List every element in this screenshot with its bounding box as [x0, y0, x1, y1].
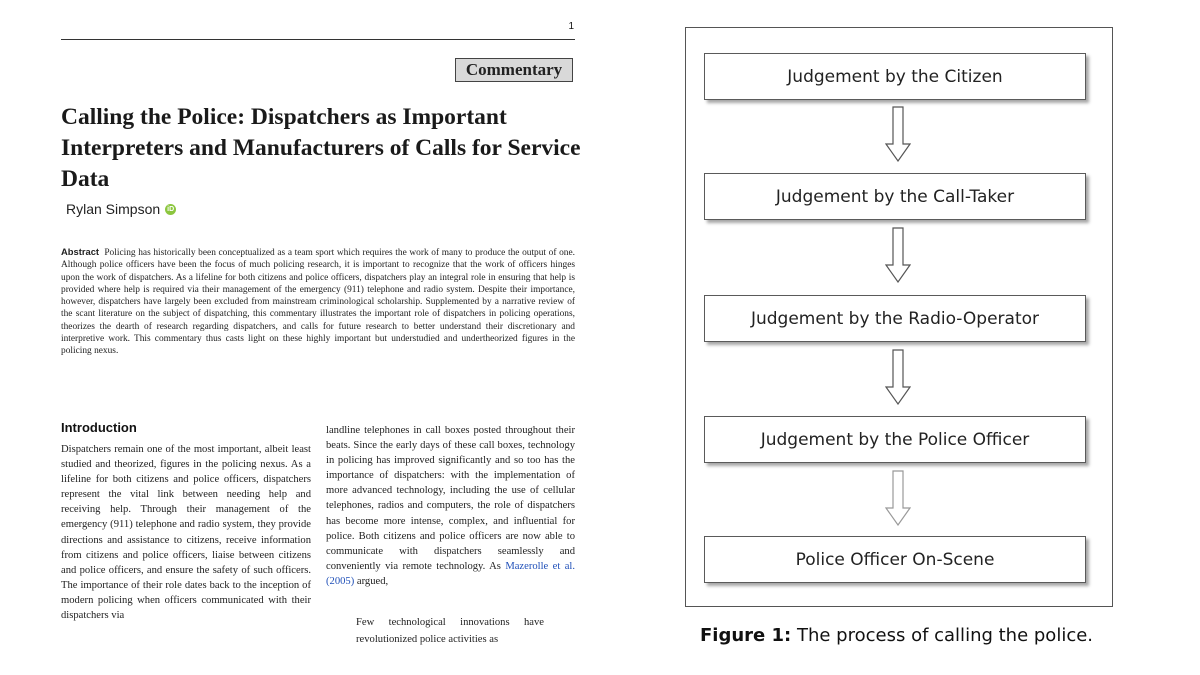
author-name: Rylan Simpson [66, 201, 161, 217]
caption-text: The process of calling the police. [791, 625, 1094, 646]
introduction-heading: Introduction [61, 420, 137, 435]
flow-step-radio-operator: Judgement by the Radio-Operator [704, 295, 1086, 342]
down-arrow-icon [885, 227, 911, 283]
flow-step-on-scene: Police Officer On-Scene [704, 536, 1086, 583]
header-rule [61, 39, 575, 40]
flow-step-citizen: Judgement by the Citizen [704, 53, 1086, 100]
abstract-text: Policing has historically been conceptualized as a team sport which requires the work of many to produce the output of one. Although police officers have been the focus of much policing research, it is important to recognize that the work of officers hinges upon the work of dispatchers. As a lifeline for both citizens and police officers, dispatchers play an integral role in ensuring that help is provided where help is required via their management of the emergency (911) telephone and radio system. Despite their importance, however, dispatchers have largely been excluded from mainstream criminological scholarship. Supplemented by a narrative review of the scant literature on the subject of dispatching, this commentary illustrates the important role of dispatchers in policing operations, theorizes the dearth of research regarding dispatchers, and calls for future research to better understand their discretionary and interpretive work. This commentary thus casts light on these highly important but understudied and undertheorized figures in the policing nexus. [61, 248, 576, 357]
down-arrow-icon [885, 470, 911, 526]
intro-column-right [326, 423, 575, 589]
intro-column-left: Dispatchers remain one of the most important, albeit least studied and theorized, figures in the policing nexus. As a lifeline for both citizens and police officers, dispatchers represent the vital link between needing help and receiving help. Through their management of the emergency (911) telephone and radio system, they provide directions and assistance to citizens, receive information from citizens and police officers, liaise between citizens and police officers, and ensure the safety of such officers. The importance of their role dates back to the inception of modern policing when officers communicated with their dispatchers via [61, 444, 311, 622]
caption-label: Figure 1: [700, 625, 792, 646]
figure-caption [700, 624, 1120, 648]
abstract-label: Abstract [61, 246, 100, 257]
block-quote: Few technological innovations have revolutionized police activities as [356, 617, 544, 645]
author-line [66, 200, 176, 218]
citation-suffix: argued, [354, 575, 389, 587]
down-arrow-icon [885, 349, 911, 405]
orcid-icon[interactable]: iD [167, 205, 175, 213]
paper-title: Calling the Police: Dispatchers as Important Interpreters and Manufacturers of Calls for Service Data [61, 104, 581, 192]
article-type-badge: Commentary [455, 58, 573, 82]
flow-step-police-officer: Judgement by the Police Officer [704, 416, 1086, 463]
intro-right-text: landline telephones in call boxes posted throughout their beats. Since the early days of these call boxes, technology in policing has improved significantly and so too has the importance of dispatchers: with the implementation of more advanced technology, including the use of cellular telephones, radios and computers, the role of dispatchers has become more intense, complex, and influential for police. Both citizens and police officers are now able to communicate with dispatchers seamlessly and conveniently via remote technology. As [326, 425, 575, 572]
citation-link[interactable]: Mazerolle et al. (2005) [326, 560, 575, 587]
abstract [61, 246, 575, 358]
flow-step-call-taker: Judgement by the Call-Taker [704, 173, 1086, 220]
page-number: 1 [568, 21, 574, 32]
down-arrow-icon [885, 106, 911, 162]
